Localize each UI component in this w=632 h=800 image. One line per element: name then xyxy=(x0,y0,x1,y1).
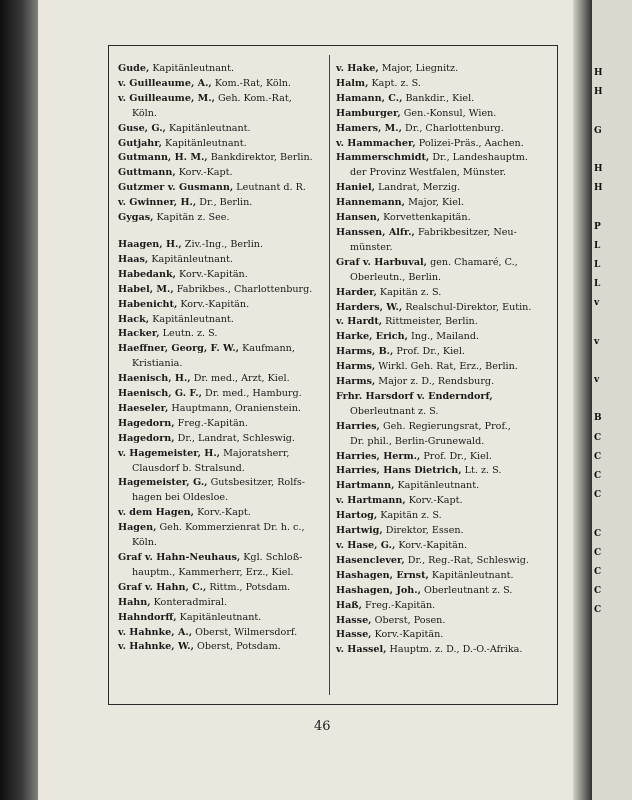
directory-entry xyxy=(336,181,548,196)
directory-entry xyxy=(118,196,330,211)
entry-details: Hauptm. z. D., D.-O.-Afrika. xyxy=(389,644,523,656)
adjacent-page-letter xyxy=(594,145,632,164)
directory-entry xyxy=(336,122,548,137)
entry-details: Oberst, Potsdam. xyxy=(196,641,281,653)
directory-entry xyxy=(118,253,330,268)
entry-details: Kaufmann, xyxy=(242,343,295,355)
directory-entry xyxy=(336,330,548,345)
entry-details: Wirkl. Geh. Rat, Erz., Berlin. xyxy=(378,361,518,373)
directory-entry xyxy=(336,345,548,360)
directory-entry xyxy=(118,211,330,226)
adjacent-page-letter: v xyxy=(594,375,600,385)
entry-details: Köln. xyxy=(132,107,157,119)
directory-entry xyxy=(336,569,548,584)
entry-name: Hanssen, Alfr., xyxy=(336,226,415,238)
entry-continuation xyxy=(118,566,330,581)
directory-entry xyxy=(336,643,548,658)
entry-name: v. Guilleaume, A., xyxy=(118,77,212,89)
entry-details: Polizei-Präs., Aachen. xyxy=(418,137,524,149)
directory-entry xyxy=(336,137,548,152)
entry-continuation xyxy=(118,107,330,122)
directory-entry xyxy=(118,432,330,447)
entry-name: Gutzmer v. Gusmann, xyxy=(118,182,234,194)
entry-name: Harke, Erich, xyxy=(336,331,408,343)
directory-entry xyxy=(336,614,548,629)
entry-details: Landrat, Merzig. xyxy=(378,182,461,194)
directory-entry xyxy=(118,92,330,107)
entry-details: Clausdorf b. Stralsund. xyxy=(132,462,245,474)
entry-name: Harries, xyxy=(336,420,380,432)
adjacent-page-letter: L xyxy=(594,259,601,270)
directory-entry xyxy=(118,137,330,152)
entry-details: Ing., Mailand. xyxy=(411,331,480,343)
entry-details: Korv.-Kapt. xyxy=(197,507,251,519)
directory-entry xyxy=(118,342,330,357)
directory-entry xyxy=(336,62,548,77)
entry-name: Hartmann, xyxy=(336,480,395,492)
adjacent-page-letter: B xyxy=(594,413,602,424)
entry-name: Hamann, C., xyxy=(336,92,403,104)
entry-name: Hagedorn, xyxy=(118,417,175,429)
entry-details: Kapitän z. See. xyxy=(156,212,230,224)
adjacent-page-letter: C xyxy=(594,490,602,501)
directory-entry xyxy=(118,372,330,387)
entry-details: Oberleutnant z. S. xyxy=(424,584,513,596)
adjacent-page-letter: C xyxy=(594,586,602,597)
entry-name: Hannemann, xyxy=(336,197,405,209)
directory-entry xyxy=(336,464,548,479)
entry-details: Dr., Landeshauptm. xyxy=(432,152,528,164)
directory-entry xyxy=(118,238,330,253)
entry-details: Freg.-Kapitän. xyxy=(177,417,248,429)
entry-name: Hagen, xyxy=(118,522,157,534)
adjacent-page-letter: C xyxy=(594,605,602,616)
entry-details: Oberleutnant z. S. xyxy=(350,405,439,417)
directory-entry xyxy=(118,166,330,181)
entry-name: Hammerschmidt, xyxy=(336,152,430,164)
entry-name: Guttmann, xyxy=(118,167,176,179)
entry-name: Hasenclever, xyxy=(336,554,405,566)
entry-details: Major, Liegnitz. xyxy=(381,63,459,74)
adjacent-page-letter: L xyxy=(594,240,601,251)
entry-details: Major z. D., Rendsburg. xyxy=(378,376,495,388)
adjacent-page-letter xyxy=(594,317,632,336)
entry-details: Kapitänleutnant. xyxy=(152,313,234,325)
directory-entry xyxy=(336,628,548,643)
entry-name: Hagemeister, G., xyxy=(118,477,208,489)
entry-name: Haniel, xyxy=(336,182,375,194)
directory-entry xyxy=(118,327,330,342)
entry-details: Kapitänleutnant. xyxy=(168,122,251,134)
entry-details: Kapitän z. S. xyxy=(380,510,442,522)
entry-name: v. Hassel, xyxy=(336,644,387,656)
directory-entry xyxy=(336,420,548,435)
entry-details: Prof. Dr., Kiel. xyxy=(396,346,465,358)
entry-name: Harms, B., xyxy=(336,346,394,358)
entry-details: Geh. Kommerzienrat Dr. h. c., xyxy=(159,522,305,534)
entry-name: v. Hartmann, xyxy=(336,495,406,507)
entry-name: Hack, xyxy=(118,313,150,325)
entry-details: Leutn. z. S. xyxy=(162,328,218,340)
directory-entry xyxy=(118,581,330,596)
page-number: 46 xyxy=(314,719,331,734)
adjacent-page-letter: C xyxy=(594,432,602,443)
directory-entry xyxy=(118,298,330,313)
directory-entry xyxy=(118,447,330,462)
entry-name: Haenisch, G. F., xyxy=(118,388,202,400)
directory-entry xyxy=(336,479,548,494)
adjacent-page-letter: P xyxy=(594,221,601,232)
directory-entry xyxy=(118,151,330,166)
entry-name: Hacker, xyxy=(118,328,160,340)
entry-name: v. Hardt, xyxy=(336,316,383,328)
entry-name: v. Hahnke, W., xyxy=(118,641,194,653)
adjacent-page-letter xyxy=(594,356,632,375)
entry-details: Geh. Kom.-Rat, xyxy=(217,92,292,104)
entry-name: Habedank, xyxy=(118,268,176,280)
entry-name: Harms, xyxy=(336,376,376,388)
right-column xyxy=(336,62,548,658)
entry-details: Geh. Regierungsrat, Prof., xyxy=(382,420,511,432)
directory-entry xyxy=(336,107,548,122)
entry-details: Korv.-Kapitän. xyxy=(179,268,248,280)
directory-entry xyxy=(118,402,330,417)
directory-entry xyxy=(118,283,330,298)
adjacent-page-letter: C xyxy=(594,566,602,577)
entry-continuation xyxy=(336,405,548,420)
directory-entry xyxy=(336,256,548,271)
directory-entry xyxy=(118,77,330,92)
directory-entry xyxy=(336,92,548,107)
entry-continuation xyxy=(118,491,330,506)
adjacent-page-letter: H xyxy=(594,183,603,194)
entry-details: Korv.-Kapitän. xyxy=(398,540,468,551)
section-gap xyxy=(118,226,330,238)
adjacent-page-edge xyxy=(592,0,632,800)
entry-name: Harders, W., xyxy=(336,301,403,313)
entry-name: v. Hammacher, xyxy=(336,137,416,149)
entry-name: Haagen, H., xyxy=(118,238,182,250)
entry-name: v. dem Hagen, xyxy=(118,507,194,519)
entry-name: Harries, Hans Dietrich, xyxy=(336,465,462,477)
entry-details: Majoratsherr, xyxy=(223,447,290,459)
entry-details: Dr., Reg.-Rat, Schleswig. xyxy=(407,554,529,566)
directory-entry xyxy=(118,268,330,283)
entry-details: Dr., Landrat, Schleswig. xyxy=(177,432,295,444)
entry-details: Kapitänleutnant. xyxy=(152,63,235,74)
adjacent-page-letter: H xyxy=(594,68,603,78)
entry-name: Gygas, xyxy=(118,212,154,224)
entry-details: Realschul-Direktor, Eutin. xyxy=(405,301,532,313)
directory-entry xyxy=(118,476,330,491)
directory-entry xyxy=(118,596,330,611)
entry-details: Köln. xyxy=(132,537,157,549)
entry-name: Hasse, xyxy=(336,614,372,626)
entry-name: Hashagen, Joh., xyxy=(336,584,421,596)
entry-name: Gutmann, H. M., xyxy=(118,152,208,164)
adjacent-page-letter: C xyxy=(594,547,602,558)
entry-name: Hartog, xyxy=(336,510,378,522)
entry-continuation xyxy=(336,435,548,450)
entry-name: Haeffner, Georg, F. W., xyxy=(118,343,239,355)
entry-details: Oberleutn., Berlin. xyxy=(350,271,442,283)
directory-entry xyxy=(336,584,548,599)
entry-details: Kapitänleutnant. xyxy=(165,137,247,149)
entry-details: Korv.-Kapt. xyxy=(178,167,233,179)
entry-name: Hahn, xyxy=(118,596,151,608)
left-column xyxy=(118,62,330,655)
entry-name: Hansen, xyxy=(336,212,381,224)
directory-entry xyxy=(336,599,548,614)
entry-details: Korv.-Kapitän. xyxy=(180,298,250,310)
directory-entry xyxy=(118,387,330,402)
directory-entry xyxy=(336,301,548,316)
directory-entry xyxy=(336,509,548,524)
entry-details: Direktor, Essen. xyxy=(385,525,464,537)
adjacent-page-letter xyxy=(594,106,632,125)
adjacent-page-letter: L xyxy=(594,279,601,290)
entry-name: Hashagen, Ernst, xyxy=(336,569,429,581)
directory-entry xyxy=(118,181,330,196)
entry-details: Major, Kiel. xyxy=(408,197,465,209)
entry-details: Leutnant d. R. xyxy=(236,182,306,194)
directory-entry xyxy=(118,640,330,655)
entry-name: Haas, xyxy=(118,253,149,265)
directory-entry xyxy=(336,494,548,509)
entry-details: Bankdirektor, Berlin. xyxy=(210,152,313,164)
directory-entry xyxy=(336,450,548,465)
directory-entry xyxy=(336,226,548,241)
entry-details: Hauptmann, Oranienstein. xyxy=(171,402,301,414)
entry-name: Hamburger, xyxy=(336,107,401,119)
directory-entry xyxy=(336,151,548,166)
directory-entry xyxy=(336,375,548,390)
entry-details: Korv.-Kapitän. xyxy=(374,629,444,641)
entry-details: Dr., Charlottenburg. xyxy=(405,122,504,134)
entry-name: Graf v. Hahn-Neuhaus, xyxy=(118,552,241,563)
entry-details: Oberst, Wilmersdorf. xyxy=(195,626,298,638)
directory-entry xyxy=(118,626,330,641)
entry-name: Harries, Herm., xyxy=(336,450,421,462)
entry-name: Harder, xyxy=(336,286,377,298)
entry-name: v. Gwinner, H., xyxy=(118,197,197,209)
entry-details: Kapitänleutnant. xyxy=(397,480,480,492)
entry-details: Dr. med., Arzt, Kiel. xyxy=(193,373,290,385)
entry-name: Gutjahr, xyxy=(118,137,162,149)
entry-name: Hahndorff, xyxy=(118,611,177,623)
entry-details: gen. Chamaré, C., xyxy=(430,256,518,268)
adjacent-page-letter xyxy=(594,509,632,528)
entry-name: Frhr. Harsdorf v. Enderndorf, xyxy=(336,390,493,402)
adjacent-page-letter xyxy=(594,202,632,221)
entry-details: Oberst, Posen. xyxy=(374,614,446,626)
directory-entry xyxy=(336,196,548,211)
adjacent-page-letter: C xyxy=(594,470,602,481)
entry-name: Halm, xyxy=(336,77,369,89)
entry-name: Hartwig, xyxy=(336,525,383,537)
entry-continuation xyxy=(336,271,548,286)
entry-name: v. Hagemeister, H., xyxy=(118,447,220,459)
adjacent-page-letter: v xyxy=(594,298,600,309)
directory-entry xyxy=(118,313,330,328)
adjacent-page-letter: H xyxy=(594,163,603,174)
entry-details: Bankdir., Kiel. xyxy=(405,92,475,104)
entry-details: Kom.-Rat, Köln. xyxy=(214,77,291,89)
entry-details: Dr. phil., Berlin-Grunewald. xyxy=(350,435,485,447)
entry-details: Prof. Dr., Kiel. xyxy=(423,450,492,462)
entry-details: Fabrikbes., Charlottenburg. xyxy=(176,283,313,295)
entry-name: Hagedorn, xyxy=(118,432,175,444)
directory-entry xyxy=(336,524,548,539)
book-binding-edge xyxy=(0,0,40,800)
directory-entry xyxy=(336,315,548,330)
directory-entry xyxy=(118,506,330,521)
entry-continuation xyxy=(118,536,330,551)
entry-name: v. Hase, G., xyxy=(336,540,396,551)
entry-details: Kapitän z. S. xyxy=(379,286,442,298)
directory-entry xyxy=(336,360,548,375)
adjacent-page-letter: v xyxy=(594,336,600,347)
entry-continuation xyxy=(336,241,548,256)
directory-entry xyxy=(336,390,548,405)
entry-details: Korvettenkapitän. xyxy=(383,212,471,224)
entry-details: Lt. z. S. xyxy=(464,465,502,477)
adjacent-page-letters xyxy=(594,68,632,624)
directory-entry xyxy=(118,417,330,432)
adjacent-page-letter: C xyxy=(594,451,602,462)
directory-entry xyxy=(336,286,548,301)
adjacent-page-letter xyxy=(594,394,632,413)
directory-entry xyxy=(118,122,330,137)
entry-details: Rittm., Potsdam. xyxy=(209,581,291,593)
entry-name: Gude, xyxy=(118,63,150,74)
entry-name: Harms, xyxy=(336,361,376,373)
directory-entry xyxy=(336,77,548,92)
entry-details: Kgl. Schloß- xyxy=(243,552,303,563)
directory-entry xyxy=(118,62,330,77)
adjacent-page-letter: C xyxy=(594,528,602,539)
entry-details: Gutsbesitzer, Rolfs- xyxy=(210,477,305,489)
entry-details: Kapitänleutnant. xyxy=(431,569,514,581)
entry-continuation xyxy=(118,357,330,372)
entry-details: Gen.-Konsul, Wien. xyxy=(403,107,497,119)
directory-entry xyxy=(336,211,548,226)
entry-name: v. Guilleaume, M., xyxy=(118,92,215,104)
entry-details: Freg.-Kapitän. xyxy=(364,599,436,611)
entry-name: Haß, xyxy=(336,599,362,611)
entry-name: Guse, G., xyxy=(118,122,166,134)
entry-name: v. Hake, xyxy=(336,63,379,74)
entry-details: Konteradmiral. xyxy=(153,596,228,608)
entry-details: Korv.-Kapt. xyxy=(408,495,463,507)
entry-details: Rittmeister, Berlin. xyxy=(385,316,478,328)
entry-details: Kapt. z. S. xyxy=(371,77,421,89)
entry-details: Kapitänleutnant. xyxy=(179,611,262,623)
entry-continuation xyxy=(336,166,548,181)
directory-entry xyxy=(118,521,330,536)
entry-details: Ziv.-Ing., Berlin. xyxy=(184,238,264,250)
entry-name: Haeseler, xyxy=(118,402,169,414)
entry-details: der Provinz Westfalen, Münster. xyxy=(350,167,507,179)
book-gutter xyxy=(573,0,593,800)
entry-name: Hasse, xyxy=(336,629,372,641)
directory-entry xyxy=(118,551,330,566)
adjacent-page-letter: G xyxy=(594,125,602,136)
entry-name: Haenisch, H., xyxy=(118,373,191,385)
adjacent-page-letter: H xyxy=(594,87,603,98)
directory-entry xyxy=(336,554,548,569)
entry-name: Graf v. Harbuval, xyxy=(336,256,428,268)
entry-name: Hamers, M., xyxy=(336,122,402,134)
entry-details: Dr., Berlin. xyxy=(199,197,253,209)
entry-details: Kristiania. xyxy=(132,358,183,370)
directory-entry xyxy=(118,611,330,626)
entry-details: Dr. med., Hamburg. xyxy=(205,388,302,400)
directory-entry xyxy=(336,539,548,554)
entry-name: Habel, M., xyxy=(118,283,174,295)
entry-details: hagen bei Oldesloe. xyxy=(132,492,229,504)
entry-details: Fabrikbesitzer, Neu- xyxy=(417,226,517,238)
entry-name: Habenicht, xyxy=(118,298,178,310)
entry-details: Kapitänleutnant. xyxy=(151,253,233,265)
entry-details: hauptm., Kammerherr, Erz., Kiel. xyxy=(132,566,294,578)
entry-name: Graf v. Hahn, C., xyxy=(118,581,207,593)
entry-name: v. Hahnke, A., xyxy=(118,626,193,638)
entry-continuation xyxy=(118,462,330,477)
entry-details: münster. xyxy=(350,241,393,253)
